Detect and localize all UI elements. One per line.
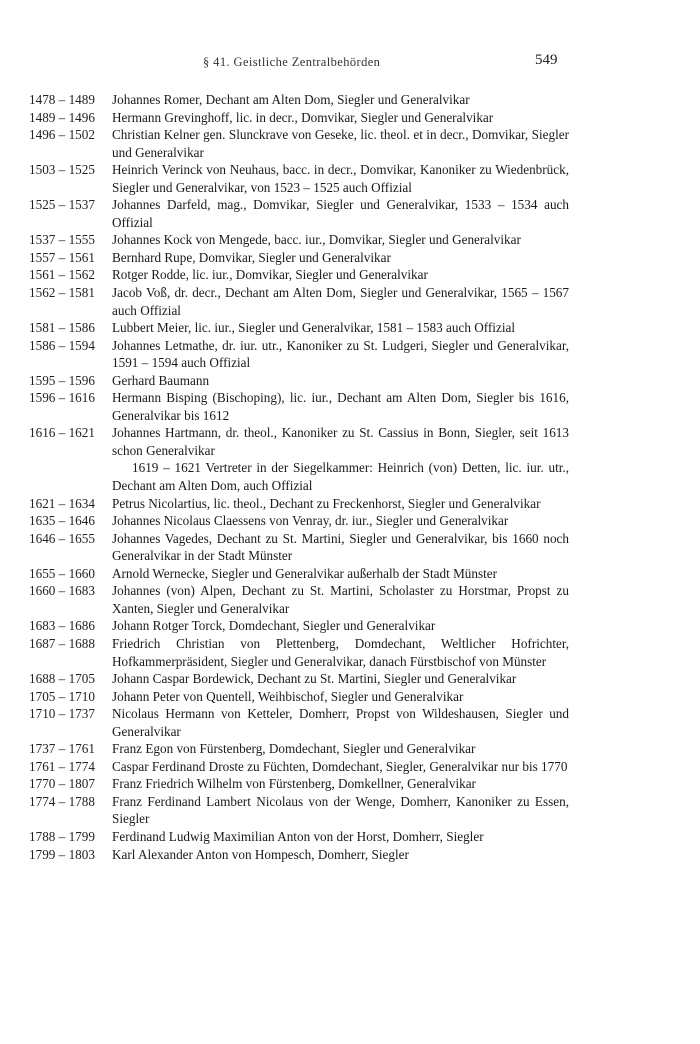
list-item	[29, 424, 569, 494]
entry-text: Jacob Voß, dr. decr., Dechant am Alten Dom, Siegler und Generalvikar, 1565 – 1567 auch Offizial	[112, 285, 569, 318]
entry-text: Johannes Hartmann, dr. theol., Kanoniker zu St. Cassius in Bonn, Siegler, seit 1613 schon Generalvikar	[112, 425, 569, 458]
list-item	[29, 495, 569, 513]
entry-years: 1705 – 1710	[29, 688, 95, 704]
entry-years: 1770 – 1807	[29, 776, 95, 792]
entry-text: Lubbert Meier, lic. iur., Siegler und Generalvikar, 1581 – 1583 auch Offizial	[112, 320, 515, 336]
entry-text: Johannes (von) Alpen, Dechant zu St. Martini, Scholaster zu Horstmar, Propst zu Xanten, Siegler und Generalvikar	[112, 583, 569, 616]
entry-text: Nicolaus Hermann von Ketteler, Domherr, Propst von Wildeshausen, Siegler und Generalvikar	[112, 706, 569, 739]
entry-text: Rotger Rodde, lic. iur., Domvikar, Siegler und Generalvikar	[112, 267, 428, 283]
entry-text: Hermann Grevinghoff, lic. in decr., Domvikar, Siegler und Generalvikar	[112, 109, 494, 125]
entry-years: 1788 – 1799	[29, 828, 95, 844]
entry-text: Heinrich Verinck von Neuhaus, bacc. in decr., Domvikar, Kanoniker zu Wiedenbrück, Siegler und Generalvikar, von 1523 – 1525 auch Offizial	[112, 162, 569, 195]
list-item	[29, 846, 569, 864]
list-item	[29, 530, 569, 565]
entry-text: Johannes Kock von Mengede, bacc. iur., Domvikar, Siegler und Generalvikar	[112, 232, 521, 248]
entry-years: 1595 – 1596	[29, 372, 95, 388]
entry-text: Franz Ferdinand Lambert Nicolaus von der Wenge, Domherr, Kanoniker zu Essen, Siegler	[112, 793, 569, 827]
entry-note: 1619 – 1621 Vertreter in der Siegelkammer: Heinrich (von) Detten, lic. iur. utr., Dechant am Alten Dom, auch Offizial	[112, 460, 569, 494]
entry-years: 1489 – 1496	[29, 109, 95, 125]
list-item	[29, 582, 569, 617]
entry-years: 1478 – 1489	[29, 92, 95, 107]
entry-years: 1799 – 1803	[29, 846, 95, 862]
entry-years: 1596 – 1616	[29, 390, 95, 406]
entry-years: 1557 – 1561	[29, 249, 95, 265]
entry-text: Christian Kelner gen. Slunckrave von Geseke, lic. theol. et in decr., Domvikar, Siegler und Generalvikar	[112, 127, 569, 160]
entry-text: Johannes Nicolaus Claessens von Venray, dr. iur., Siegler und Generalvikar	[112, 513, 509, 529]
entry-years: 1525 – 1537	[29, 197, 95, 213]
entry-text: Johann Caspar Bordewick, Dechant zu St. Martini, Siegler und Generalvikar	[112, 671, 517, 687]
entry-text: Friedrich Christian von Plettenberg, Domdechant, Weltlicher Hofrichter, Hofkammerpräsident, Siegler und Generalvikar, danach Fürstbischof von Münster	[112, 635, 569, 669]
entry-text: Ferdinand Ludwig Maximilian Anton von der Horst, Domherr, Siegler	[112, 828, 484, 844]
list-item	[29, 161, 569, 196]
list-item	[29, 617, 569, 635]
entry-text: Caspar Ferdinand Droste zu Füchten, Domdechant, Siegler, Generalvikar nur bis 1770	[112, 758, 568, 774]
entry-text: Johannes Vagedes, Dechant zu St. Martini, Siegler und Generalvikar, bis 1660 noch Generalvikar in der Stadt Münster	[112, 530, 569, 564]
entry-text: Johannes Darfeld, mag., Domvikar, Siegler und Generalvikar, 1533 – 1534 auch Offizial	[112, 197, 569, 230]
entry-years: 1683 – 1686	[29, 618, 95, 634]
entry-years: 1586 – 1594	[29, 337, 95, 353]
entry-text: Hermann Bisping (Bischoping), lic. iur., Dechant am Alten Dom, Siegler bis 1616, Generalvikar bis 1612	[112, 390, 569, 423]
entry-years: 1537 – 1555	[29, 232, 95, 248]
entry-text: Johannes Letmathe, dr. iur. utr., Kanoniker zu St. Ludgeri, Siegler und Generalvikar, 1591 – 1594 auch Offizial	[112, 337, 569, 371]
page-number: 549	[535, 52, 558, 68]
entry-text: Gerhard Baumann	[112, 372, 210, 388]
entry-years: 1616 – 1621	[29, 425, 95, 441]
list-item	[29, 705, 569, 740]
entry-text: Petrus Nicolartius, lic. theol., Dechant zu Freckenhorst, Siegler und Generalvikar	[112, 495, 541, 511]
entry-years: 1581 – 1586	[29, 320, 95, 336]
list-item	[29, 196, 569, 231]
list-item	[29, 249, 569, 267]
entry-years: 1561 – 1562	[29, 267, 95, 283]
entry-text: Johannes Romer, Dechant am Alten Dom, Siegler und Generalvikar	[112, 92, 470, 107]
entry-years: 1655 – 1660	[29, 565, 95, 581]
entry-years: 1562 – 1581	[29, 285, 95, 301]
entry-years: 1710 – 1737	[29, 706, 95, 722]
list-item	[29, 775, 569, 793]
entry-text: Arnold Wernecke, Siegler und Generalvikar außerhalb der Stadt Münster	[112, 565, 498, 581]
vicar-general-list	[29, 91, 569, 863]
list-item	[29, 565, 569, 583]
running-head	[0, 52, 700, 74]
entry-years: 1688 – 1705	[29, 671, 95, 687]
list-item	[29, 126, 569, 161]
entry-text: Karl Alexander Anton von Hompesch, Domherr, Siegler	[112, 846, 409, 862]
list-item	[29, 109, 569, 127]
entry-years: 1737 – 1761	[29, 741, 95, 757]
entry-text: Johann Rotger Torck, Domdechant, Siegler und Generalvikar	[112, 618, 436, 634]
entry-years: 1621 – 1634	[29, 495, 95, 511]
list-item	[29, 512, 569, 530]
entry-text: Johann Peter von Quentell, Weihbischof, Siegler und Generalvikar	[112, 688, 464, 704]
entry-text: Bernhard Rupe, Domvikar, Siegler und Generalvikar	[112, 249, 391, 265]
list-item	[29, 284, 569, 319]
list-item	[29, 319, 569, 337]
entry-years: 1687 – 1688	[29, 635, 95, 651]
list-item	[29, 337, 569, 372]
list-item	[29, 828, 569, 846]
entry-years: 1635 – 1646	[29, 513, 95, 529]
list-item	[29, 231, 569, 249]
entry-text: Franz Egon von Fürstenberg, Domdechant, Siegler und Generalvikar	[112, 741, 476, 757]
entry-years: 1503 – 1525	[29, 162, 95, 178]
running-title: § 41. Geistliche Zentralbehörden	[203, 55, 381, 69]
list-item	[29, 266, 569, 284]
entry-years: 1646 – 1655	[29, 530, 95, 546]
list-item	[29, 670, 569, 688]
entry-text: Franz Friedrich Wilhelm von Fürstenberg, Domkellner, Generalvikar	[112, 776, 476, 792]
list-item	[29, 635, 569, 670]
list-item	[29, 688, 569, 706]
list-item	[29, 758, 569, 776]
list-item	[29, 389, 569, 424]
list-item	[29, 740, 569, 758]
entry-years: 1774 – 1788	[29, 793, 95, 809]
list-item	[29, 793, 569, 828]
list-item	[29, 372, 569, 390]
entry-years: 1496 – 1502	[29, 127, 95, 143]
entry-years: 1761 – 1774	[29, 758, 95, 774]
entry-years: 1660 – 1683	[29, 583, 95, 599]
list-item	[29, 91, 569, 109]
